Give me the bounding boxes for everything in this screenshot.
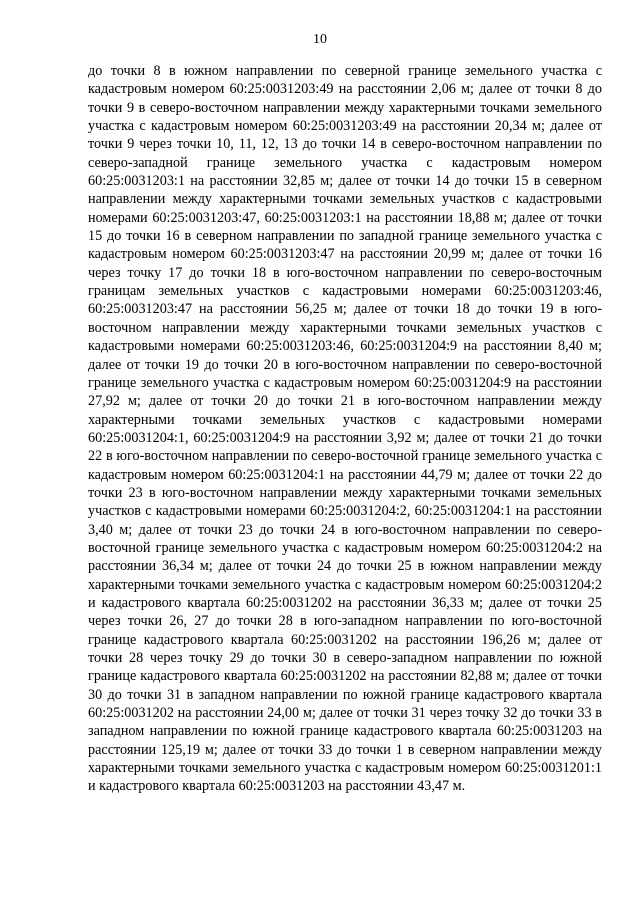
page-number: 10	[313, 32, 327, 47]
body-paragraph: до точки 8 в южном направлении по северной границе земельного участка с кадастровым номером 60:25:0031203:49 на расстоянии 2,06 м; далее от точки 8 до точки 9 в северо-восточном направлении между характерными точками земельного участка с кадастровым номером 60:25:0031203:49 на расстоянии 20,34 м; далее от точки 9 через точки 10, 11, 12, 13 до точки 14 в северо-восточном направлении по северо-западной границе земельного участка с кадастровым номером 60:25:0031203:1 на расстоянии 32,85 м; далее от точки 14 до точки 15 в северном направлении между характерными точками земельных участков с кадастровыми номерами 60:25:0031203:47, 60:25:0031203:1 на расстоянии 18,88 м; далее от точки 15 до точки 16 в северном направлении по западной границе земельного участка с кадастровым номером 60:25:0031203:47 на расстоянии 20,99 м; далее от точки 16 через точку 17 до точки 18 в юго-восточном направлении по северо-восточным границам земельных участков с кадастровыми номерами 60:25:0031203:46, 60:25:0031203:47 на расстоянии 56,25 м; далее от точки 18 до точки 19 в юго-восточном направлении между характерными точками земельных участков с кадастровыми номерами 60:25:0031203:46, 60:25:0031204:9 на расстоянии 8,40 м; далее от точки 19 до точки 20 в юго-восточном направлении по северо-восточной границе земельного участка с кадастровым номером 60:25:0031204:9 на расстоянии 27,92 м; далее от точки 20 до точки 21 в юго-восточном направлении между характерными точками земельных участков с кадастровыми номерами 60:25:0031204:1, 60:25:0031204:9 на расстоянии 3,92 м; далее от точки 21 до точки 22 в юго-восточном направлении по северо-восточной границе земельного участка с кадастровым номером 60:25:0031204:1 на расстоянии 44,79 м; далее от точки 22 до точки 23 в юго-восточном направлении между характерными точками земельных участков с кадастровыми номерами 60:25:0031204:2, 60:25:0031204:1 на расстоянии 3,40 м; далее от точки 23 до точки 24 в юго-восточном направлении по северо-восточной границе земельного участка с кадастровым номером 60:25:0031204:2 на расстоянии 36,34 м; далее от точки 24 до точки 25 в южном направлении между характерными точками земельного участка с кадастровым номером 60:25:0031204:2 и кадастрового квартала 60:25:0031202 на расстоянии 36,33 м; далее от точки 25 через точки 26, 27 до точки 28 в юго-западном направлении по юго-восточной границе кадастрового квартала 60:25:0031202 на расстоянии 196,26 м; далее от точки 28 через точку 29 до точки 30 в северо-западном направлении по южной границе кадастрового квартала 60:25:0031202 на расстоянии 82,88 м; далее от точки 30 до точки 31 в западном направлении по южной границе кадастрового квартала 60:25:0031202 на расстоянии 24,00 м; далее от точки 31 через точку 32 до точки 33 в западном направлении по южной границе кадастрового квартала 60:25:0031203 на расстоянии 125,19 м; далее от точки 33 до точки 1 в северном направлении между характерными точками земельного участка с кадастровым номером 60:25:0031201:1 и кадастрового квартала 60:25:0031203 на расстоянии 43,47 м.	[88, 63, 602, 795]
